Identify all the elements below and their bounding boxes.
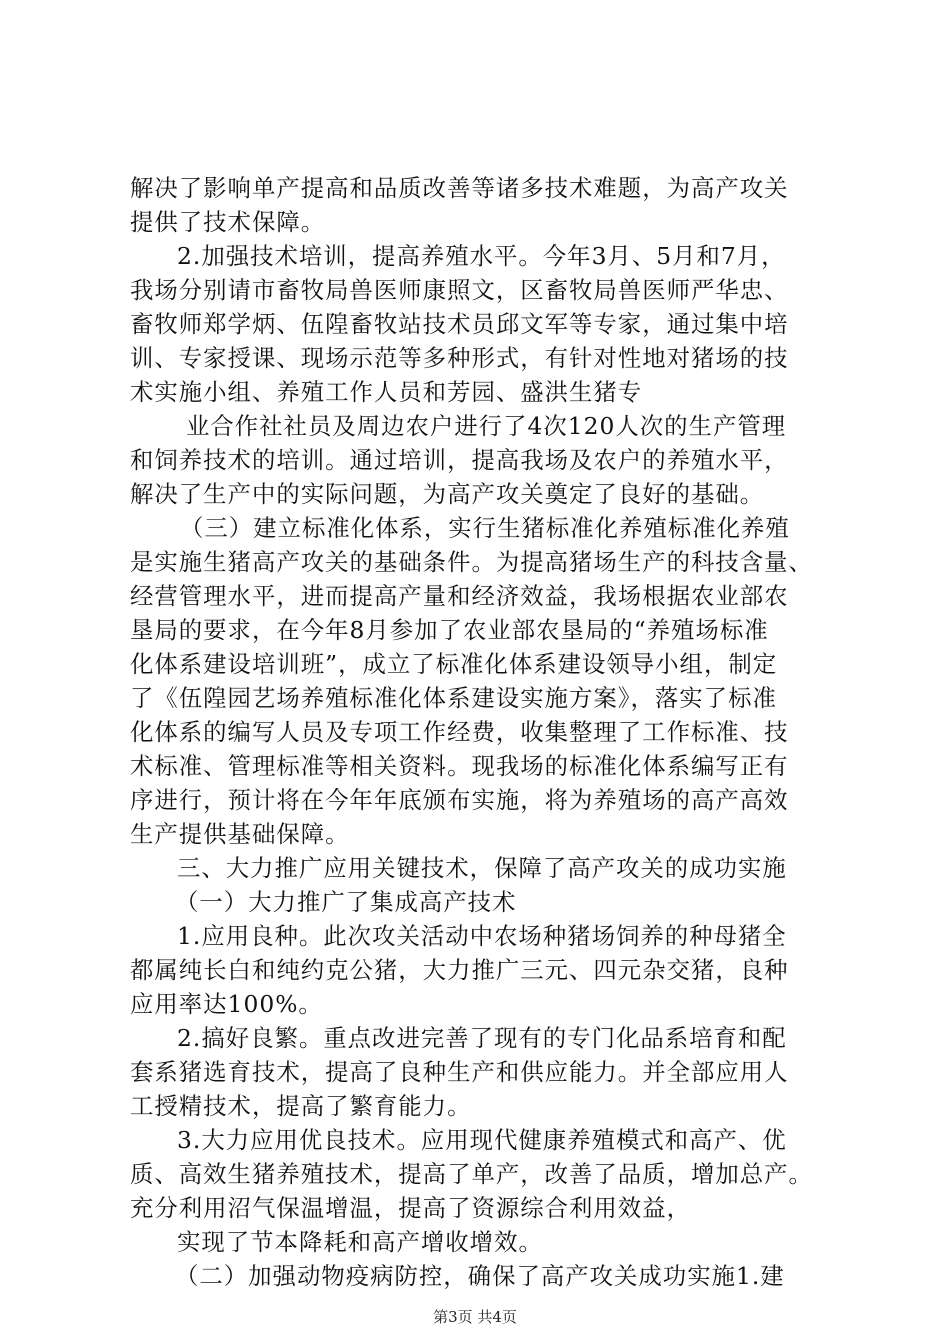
text-line: 了《伍隍园艺场养殖标准化体系建设实施方案》，落实了标准 bbox=[130, 684, 777, 712]
text-line: 和饲养技术的培训。通过培训，提高我场及农户的养殖水平， bbox=[130, 446, 789, 474]
text-line: 术标准、管理标准等相关资料。现我场的标准化体系编写正有 bbox=[130, 752, 789, 780]
text-line: 训、专家授课、现场示范等多种形式，有针对性地对猪场的技 bbox=[130, 344, 789, 372]
text-line: 实现了节本降耗和高产增收增效。 bbox=[177, 1228, 543, 1256]
text-line: 垦局的要求，在今年8月参加了农业部农垦局的“养殖场标准 bbox=[130, 616, 769, 644]
text-line: 工授精技术，提高了繁育能力。 bbox=[130, 1092, 472, 1120]
text-line: 套系猪选育技术，提高了良种生产和供应能力。并全部应用人 bbox=[130, 1058, 789, 1086]
text-line: 化体系的编写人员及专项工作经费，收集整理了工作标准、技 bbox=[130, 718, 789, 746]
text-line: 化体系建设培训班”，成立了标准化体系建设领导小组，制定 bbox=[130, 650, 778, 678]
text-line: 是实施生猪高产攻关的基础条件。为提高猪场生产的科技含量、 bbox=[130, 548, 813, 576]
text-line: 2.加强技术培训，提高养殖水平。今年3月、5月和7月， bbox=[177, 242, 786, 270]
text-line: 生产提供基础保障。 bbox=[130, 820, 350, 848]
text-line: 提供了技术保障。 bbox=[130, 208, 326, 236]
text-line: 2.搞好良繁。重点改进完善了现有的专门化品系培育和配 bbox=[177, 1024, 787, 1052]
text-line: 3.大力应用优良技术。应用现代健康养殖模式和高产、优 bbox=[177, 1126, 787, 1154]
text-line: （三）建立标准化体系，实行生猪标准化养殖标准化养殖 bbox=[180, 514, 790, 542]
text-line: 经营管理水平，进而提高产量和经济效益，我场根据农业部农 bbox=[130, 582, 789, 610]
text-line: 质、高效生猪养殖技术，提高了单产，改善了品质，增加总产。 bbox=[130, 1160, 813, 1188]
text-line: 充分利用沼气保温增温，提高了资源综合利用效益， bbox=[130, 1194, 691, 1222]
text-line: 序进行，预计将在今年年底颁布实施，将为养殖场的高产高效 bbox=[130, 786, 789, 814]
subsection-heading: （二）加强动物疫病防控，确保了高产攻关成功实施1.建 bbox=[175, 1262, 785, 1290]
text-line: 术实施小组、养殖工作人员和芳园、盛洪生猪专 bbox=[130, 378, 643, 406]
text-line: 解决了影响单产提高和品质改善等诸多技术难题，为高产攻关 bbox=[130, 174, 789, 202]
text-line: 都属纯长白和纯约克公猪，大力推广三元、四元杂交猪，良种 bbox=[130, 956, 789, 984]
section-heading: 三、大力推广应用关键技术，保障了高产攻关的成功实施 bbox=[177, 854, 787, 882]
subsection-heading: （一）大力推广了集成高产技术 bbox=[175, 888, 517, 916]
page-footer: 第3页 共4页 bbox=[433, 1308, 517, 1326]
text-line: 畜牧师郑学炳、伍隍畜牧站技术员邱文军等专家，通过集中培 bbox=[130, 310, 789, 338]
text-line: 1.应用良种。此次攻关活动中农场种猪场饲养的种母猪全 bbox=[177, 922, 787, 950]
text-line: 解决了生产中的实际问题，为高产攻关奠定了良好的基础。 bbox=[130, 480, 765, 508]
text-line: 应用率达100%。 bbox=[130, 990, 323, 1018]
text-line: 业合作社社员及周边农户进行了4次120人次的生产管理 bbox=[186, 412, 787, 440]
text-line: 我场分别请市畜牧局兽医师康照文，区畜牧局兽医师严华忠、 bbox=[130, 276, 789, 304]
